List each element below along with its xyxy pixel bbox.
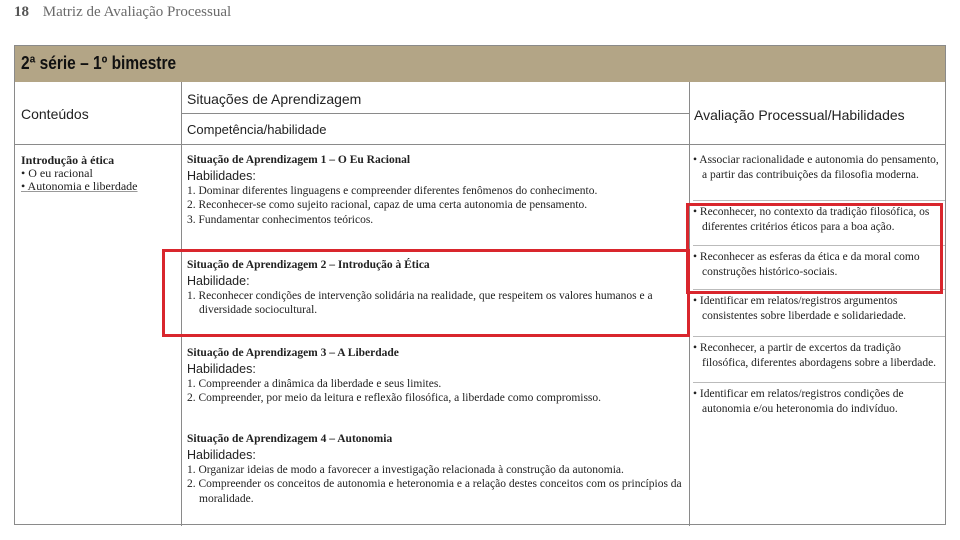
item-separator xyxy=(693,382,945,383)
situacao-3 xyxy=(187,346,687,406)
habilidades-label: Habilidades: xyxy=(187,168,256,183)
conteudos-cell xyxy=(21,154,138,193)
situacao-title: Situação de Aprendizagem 2 – Introdução à Ética xyxy=(187,259,430,271)
item-separator xyxy=(693,289,945,290)
header-avaliacao: Avaliação Processual/Habilidades xyxy=(694,107,905,123)
habilidade-item: 1. Compreender a dinâmica da liberdade e seus limites. xyxy=(187,377,442,390)
habilidades-label: Habilidade: xyxy=(187,273,250,288)
habilidade-item: 2. Compreender os conceitos de autonomia e heteronomia e a relação destes conceitos com os princípios da moralidade. xyxy=(187,478,682,505)
subheader-divider xyxy=(181,113,689,114)
avaliacao-item: • Identificar em relatos/registros argumentos consistentes sobre liberdade e solidariedade. xyxy=(693,294,941,323)
avaliacao-item: • Reconhecer, a partir de excertos da tradição filosófica, diferentes abordagens sobre a liberdade. xyxy=(693,341,941,370)
avaliacao-item: • Associar racionalidade e autonomia do pensamento, a partir das contribuições da filosofia moderna. xyxy=(693,153,941,182)
conteudos-title: Introdução à ética xyxy=(21,153,115,167)
avaliacao-item: • Reconhecer as esferas da ética e da moral como construções histórico-sociais. xyxy=(693,250,941,279)
habilidade-item: 3. Fundamentar conhecimentos teóricos. xyxy=(187,213,374,226)
column-divider-2 xyxy=(689,82,690,526)
conteudo-item: • Autonomia e liberdade xyxy=(21,180,138,193)
conteudo-item: • O eu racional xyxy=(21,167,138,180)
avaliacao-item: • Reconhecer, no contexto da tradição filosófica, os diferentes critérios éticos para a boa ação. xyxy=(693,205,941,234)
item-separator xyxy=(693,336,945,337)
situacao-title: Situação de Aprendizagem 3 – A Liberdade xyxy=(187,347,399,359)
header-situacoes: Situações de Aprendizagem xyxy=(187,91,362,107)
habilidade-item: 1. Organizar ideias de modo a favorecer a investigação relacionada à construção da autonomia. xyxy=(187,463,624,476)
situacao-title: Situação de Aprendizagem 1 – O Eu Racional xyxy=(187,154,411,166)
evaluation-matrix-table xyxy=(14,45,946,525)
habilidade-item: 2. Compreender, por meio da leitura e reflexão filosófica, a liberdade como compromisso. xyxy=(187,392,602,404)
item-separator xyxy=(693,245,945,246)
situacao-1 xyxy=(187,153,687,227)
page-header xyxy=(14,4,231,21)
habilidade-item: 1. Reconhecer condições de intervenção solidária na realidade, que respeitem os valores humanos e a diversidade sociocultural. xyxy=(187,289,653,316)
habilidades-label: Habilidades: xyxy=(187,447,256,462)
situacao-2 xyxy=(187,258,687,318)
habilidades-label: Habilidades: xyxy=(187,361,256,376)
avaliacao-item: • Identificar em relatos/registros condições de autonomia e/ou heteronomia do indivíduo. xyxy=(693,387,941,416)
habilidade-item: 2. Reconhecer-se como sujeito racional, capaz de uma certa autonomia de pensamento. xyxy=(187,199,588,211)
header-conteudos: Conteúdos xyxy=(21,106,89,122)
header-divider xyxy=(15,144,945,145)
habilidade-item: 1. Dominar diferentes linguagens e compreender diferentes fenômenos do conhecimento. xyxy=(187,184,598,197)
header-competencia: Competência/habilidade xyxy=(187,122,327,137)
bimester-title: 2ª série – 1º bimestre xyxy=(21,53,177,73)
situacao-4 xyxy=(187,432,687,506)
page-number: 18 xyxy=(14,4,29,20)
item-separator xyxy=(693,200,945,201)
situacao-title: Situação de Aprendizagem 4 – Autonomia xyxy=(187,433,393,445)
column-divider-1 xyxy=(181,82,182,526)
page-title: Matriz de Avaliação Processual xyxy=(42,4,232,20)
bimester-band xyxy=(15,46,945,82)
